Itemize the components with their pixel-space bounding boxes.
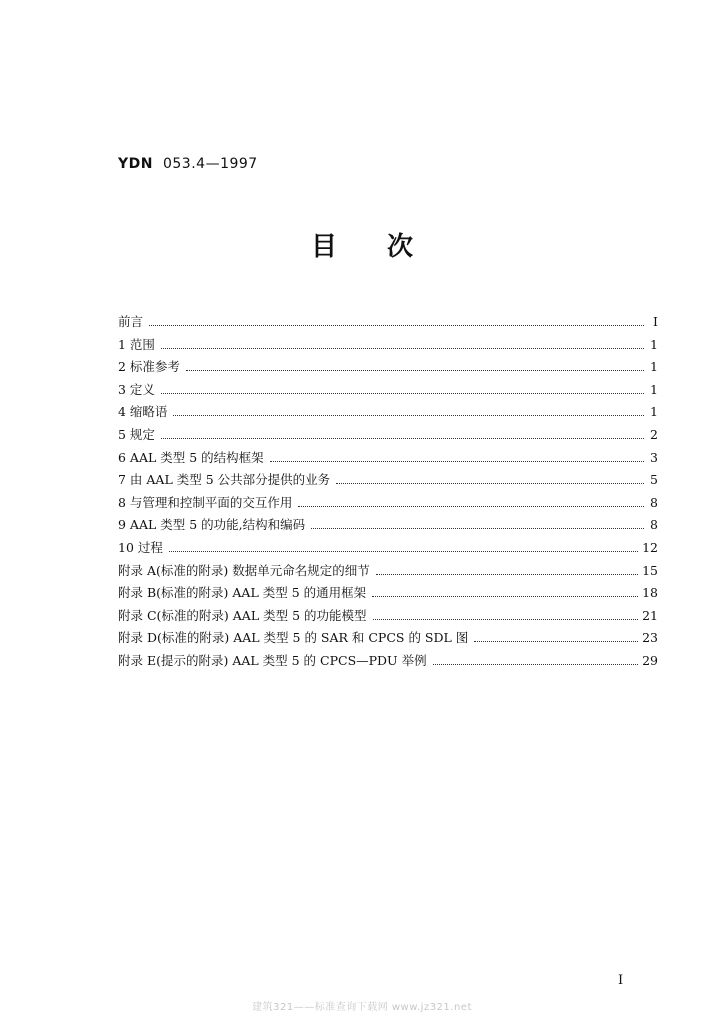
toc-dot-leader xyxy=(433,664,639,665)
toc-entry-page: 1 xyxy=(650,381,658,397)
toc-entry-label: 前言 xyxy=(118,314,144,329)
toc-entry-page: 21 xyxy=(642,607,658,623)
toc-entry-label: 附录 E(提示的附录) AAL 类型 5 的 CPCS—PDU 举例 xyxy=(118,652,427,668)
toc-dot-leader xyxy=(474,641,638,642)
toc-entry-label: 附录 A(标准的附录) 数据单元命名规定的细节 xyxy=(118,562,370,578)
toc-entry-label: 9 AAL 类型 5 的功能,结构和编码 xyxy=(118,517,306,533)
toc-entry-page: 3 xyxy=(650,449,658,465)
toc-entry-foreword[interactable] xyxy=(118,312,658,335)
toc-dot-leader xyxy=(298,506,644,507)
toc-entry-appendix-c[interactable] xyxy=(118,606,658,629)
toc-entry-scope[interactable] xyxy=(118,335,658,358)
toc-entry-page: 1 xyxy=(650,359,658,375)
toc-entry-references[interactable] xyxy=(118,357,658,380)
toc-entry-page: I xyxy=(653,314,658,329)
toc-entry-page: 1 xyxy=(650,404,658,420)
toc-entry-interaction[interactable] xyxy=(118,493,658,516)
toc-entry-label: 附录 D(标准的附录) AAL 类型 5 的 SAR 和 CPCS 的 SDL 图 xyxy=(118,630,469,646)
toc-entry-label: 4 缩略语 xyxy=(118,404,168,420)
toc-dot-leader xyxy=(270,461,644,462)
document-code-prefix: YDN xyxy=(118,156,153,172)
toc-entry-procedures[interactable] xyxy=(118,538,658,561)
toc-entry-page: 23 xyxy=(642,630,658,646)
toc-entry-label: 附录 C(标准的附录) AAL 类型 5 的功能模型 xyxy=(118,607,367,623)
toc-entry-page: 29 xyxy=(642,652,658,668)
toc-entry-services[interactable] xyxy=(118,470,658,493)
toc-entry-definitions[interactable] xyxy=(118,380,658,403)
toc-dot-leader xyxy=(311,528,644,529)
document-code xyxy=(118,156,258,172)
toc-entry-page: 8 xyxy=(650,494,658,510)
toc-dot-leader xyxy=(161,438,644,439)
toc-entry-label: 10 过程 xyxy=(118,539,163,555)
toc-entry-appendix-b[interactable] xyxy=(118,583,658,606)
toc-dot-leader xyxy=(161,393,644,394)
toc-entry-appendix-a[interactable] xyxy=(118,561,658,584)
toc-dot-leader xyxy=(372,596,638,597)
toc-dot-leader xyxy=(161,348,644,349)
toc-entry-label: 附录 B(标准的附录) AAL 类型 5 的通用框架 xyxy=(118,585,367,601)
toc-entry-structure[interactable] xyxy=(118,448,658,471)
toc-entry-label: 7 由 AAL 类型 5 公共部分提供的业务 xyxy=(118,472,331,488)
toc-entry-appendix-e[interactable] xyxy=(118,651,658,674)
toc-entry-label: 3 定义 xyxy=(118,381,155,397)
toc-entry-label: 2 标准参考 xyxy=(118,359,180,375)
toc-dot-leader xyxy=(336,483,644,484)
toc-entry-page: 2 xyxy=(650,426,658,442)
page-number: I xyxy=(618,973,624,988)
toc-entry-conventions[interactable] xyxy=(118,425,658,448)
toc-entry-page: 15 xyxy=(642,562,658,578)
toc-entry-label: 6 AAL 类型 5 的结构框架 xyxy=(118,449,264,465)
toc-entry-page: 12 xyxy=(642,539,658,555)
toc-entry-page: 8 xyxy=(650,517,658,533)
toc-dot-leader xyxy=(173,415,644,416)
toc-entry-page: 1 xyxy=(650,336,658,352)
toc-dot-leader xyxy=(169,551,638,552)
toc-dot-leader xyxy=(149,325,644,326)
toc-entry-functions[interactable] xyxy=(118,515,658,538)
toc-entry-appendix-d[interactable] xyxy=(118,628,658,651)
toc-title: 目次 xyxy=(310,232,463,262)
toc-entry-page: 18 xyxy=(642,585,658,601)
document-code-number: 053.4—1997 xyxy=(162,156,258,172)
toc-dot-leader xyxy=(373,619,639,620)
toc-entry-label: 5 规定 xyxy=(118,426,155,442)
toc-list xyxy=(118,312,658,674)
toc-dot-leader xyxy=(376,574,638,575)
toc-entry-abbreviations[interactable] xyxy=(118,402,658,425)
watermark-text: 建筑321——标准查询下载网 www.jz321.net xyxy=(252,1002,472,1013)
toc-entry-label: 8 与管理和控制平面的交互作用 xyxy=(118,494,293,510)
toc-dot-leader xyxy=(186,370,644,371)
toc-entry-page: 5 xyxy=(650,472,658,488)
toc-entry-label: 1 范围 xyxy=(118,336,155,352)
